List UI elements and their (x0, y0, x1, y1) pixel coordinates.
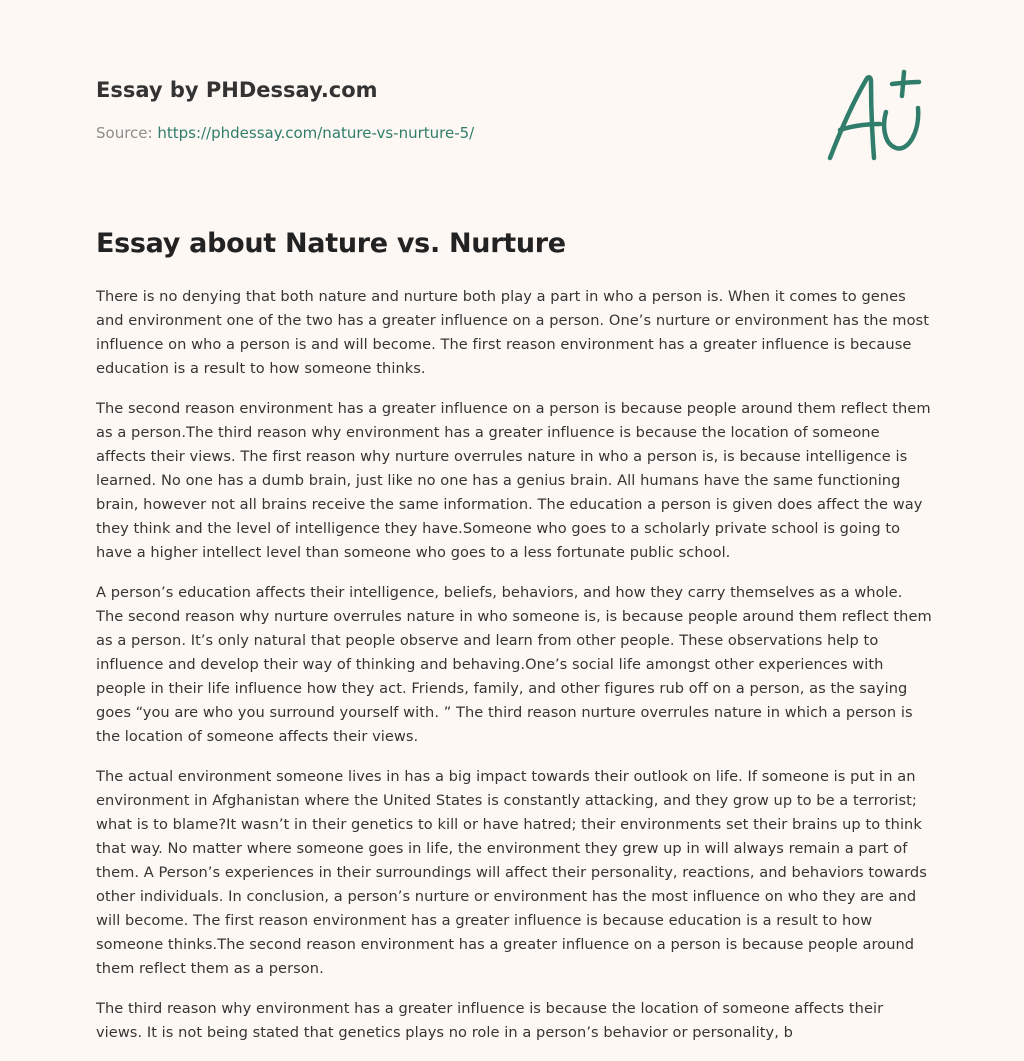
essay-body (96, 285, 932, 1061)
essay-paragraph: There is no denying that both nature and nurture both play a part in who a person is. When it comes to genes and environment one of the two has a greater influence on a person. One’s nurture or environment has the most influence on who a person is and will become. The first reason environment has a greater influence is because education is a result to how someone thinks. (96, 288, 929, 377)
site-title: Essay by PHDessay.com (96, 78, 378, 102)
source-label: Source: (96, 124, 158, 142)
source-line (96, 123, 474, 143)
a-plus-grade-icon (822, 66, 926, 166)
essay-paragraph: A person’s education affects their intelligence, beliefs, behaviors, and how they carry themselves as a whole. The second reason why nurture overrules nature in who someone is, is because people around them reflect them as a person. It’s only natural that people observe and learn from other people. These observations help to influence and develop their way of thinking and behaving.One’s social life amongst other experiences with people in their life influence how they act. Friends, family, and other figures rub off on a person, as the saying goes “you are who you surround yourself with. ” The third reason nurture overrules nature in which a person is the location of someone affects their views. (96, 584, 932, 745)
essay-paragraph: The third reason why environment has a greater influence is because the location of someone affects their views. It is not being stated that genetics plays no role in a person’s behavior or personality, b (96, 1000, 884, 1041)
essay-paragraph: The actual environment someone lives in has a big impact towards their outlook on life. If someone is put in an environment in Afghanistan where the United States is constantly attacking, and they grow up to be a terrorist; what is to blame?It wasn’t in their genetics to kill or have hatred; their environments set their brains up to think that way. No matter where someone goes in life, the environment they grew up in will always remain a part of them. A Person’s experiences in their surroundings will affect their personality, reactions, and behaviors towards other individuals. In conclusion, a person’s nurture or environment has the most influence on who they are and will become. The first reason environment has a greater influence is because education is a result to how someone thinks.The second reason environment has a greater influence on a person is because people around them reflect them as a person. (96, 768, 927, 977)
essay-title: Essay about Nature vs. Nurture (96, 228, 566, 259)
source-link[interactable]: https://phdessay.com/nature-vs-nurture-5/ (157, 124, 475, 142)
essay-paragraph: The second reason environment has a greater influence on a person is because people around them reflect them as a person.The third reason why environment has a greater influence is because the location of someone affects their views. The first reason why nurture overrules nature in who a person is, is because intelligence is learned. No one has a dumb brain, just like no one has a genius brain. All humans have the same functioning brain, however not all brains receive the same information. The education a person is given does affect the way they think and the level of intelligence they have.Someone who goes to a scholarly private school is going to have a higher intellect level than someone who goes to a less fortunate public school. (96, 400, 931, 561)
